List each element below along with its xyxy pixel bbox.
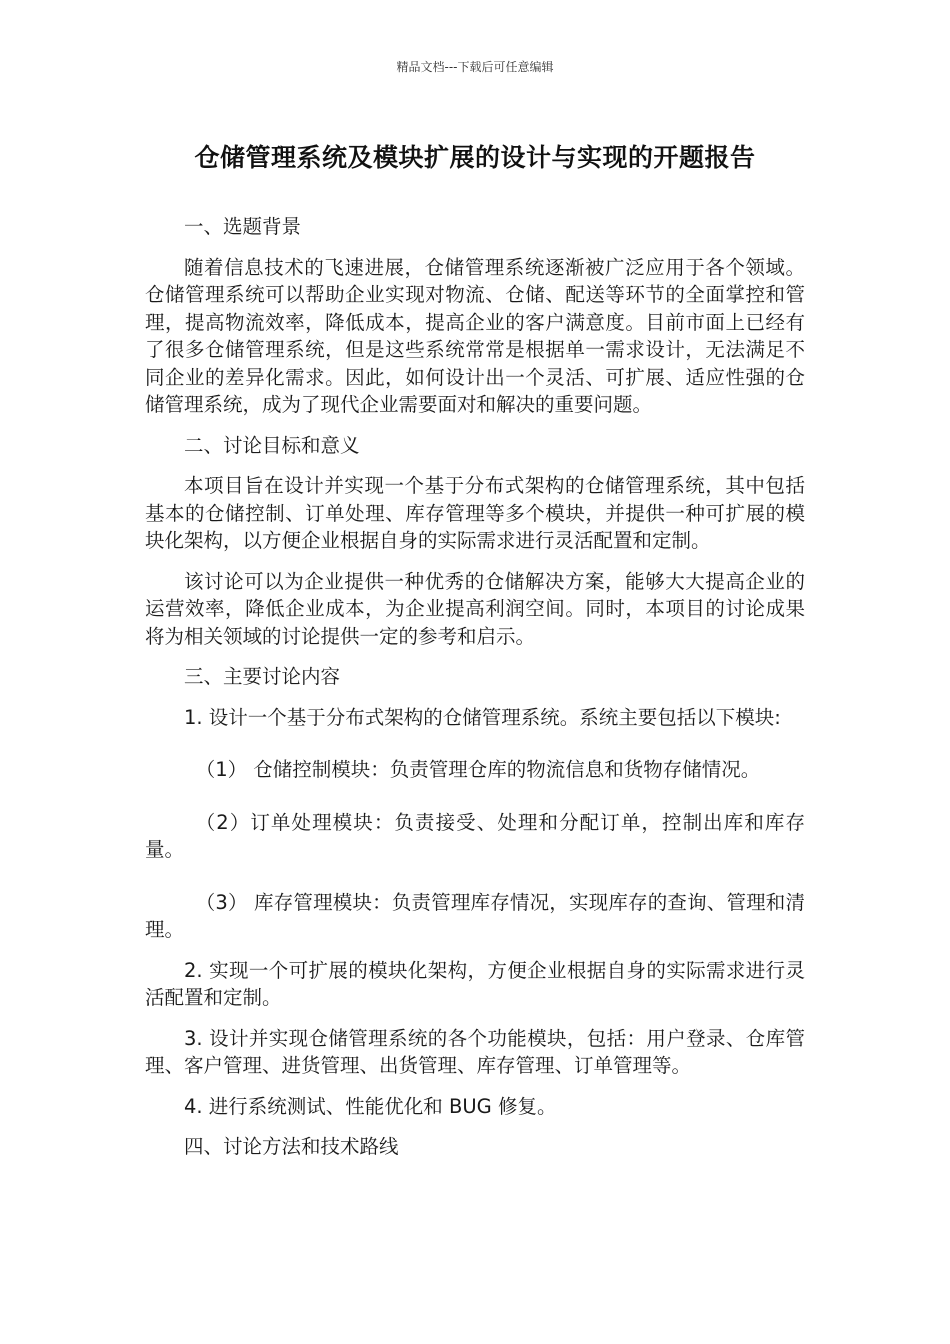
section-heading-4: 四、讨论方法和技术路线	[184, 1135, 399, 1158]
section-heading-2: 二、讨论目标和意义	[184, 433, 360, 457]
sub-list-item: （3） 库存管理模块：负责管理库存情况，实现库存的查询、管理和清理。	[145, 890, 805, 941]
list-item: 1. 设计一个基于分布式架构的仓储管理系统。系统主要包括以下模块:	[184, 705, 781, 729]
list-item: 4. 进行系统测试、性能优化和 BUG 修复。	[184, 1094, 557, 1118]
header-note: 精品文档---下载后可任意编辑	[396, 60, 554, 74]
sub-list-item: （1） 仓储控制模块：负责管理仓库的物流信息和货物存储情况。	[195, 758, 761, 781]
paragraph: 该讨论可以为企业提供一种优秀的仓储解决方案，能够大大提高企业的运营效率，降低企业成本，为企业提高利润空间。同时，本项目的讨论成果将为相关领域的讨论提供一定的参考和启示。	[145, 569, 805, 648]
document-body	[145, 213, 805, 1174]
document-title: 仓储管理系统及模块扩展的设计与实现的开题报告	[194, 143, 756, 172]
sub-list-item: （2）订单处理模块：负责接受、处理和分配订单，控制出库和库存量。	[145, 810, 805, 861]
paragraph: 本项目旨在设计并实现一个基于分布式架构的仓储管理系统，其中包括基本的仓储控制、订单处理、库存管理等多个模块，并提供一种可扩展的模块化架构，以方便企业根据自身的实际需求进行灵活配置和定制。	[145, 474, 805, 552]
list-item: 2. 实现一个可扩展的模块化架构，方便企业根据自身的实际需求进行灵活配置和定制。	[145, 958, 805, 1009]
section-heading-3: 三、主要讨论内容	[184, 665, 341, 688]
list-item: 3. 设计并实现仓储管理系统的各个功能模块，包括：用户登录、仓库管理、客户管理、进货管理、出货管理、库存管理、订单管理等。	[145, 1026, 805, 1077]
section-heading-1: 一、选题背景	[184, 215, 302, 238]
paragraph: 随着信息技术的飞速进展，仓储管理系统逐渐被广泛应用于各个领域。仓储管理系统可以帮助企业实现对物流、仓储、配送等环节的全面掌控和管理，提高物流效率，降低成本，提高企业的客户满意度。目前市面上已经有了很多仓储管理系统，但是这些系统常常是根据单一需求设计，无法满足不同企业的差异化需求。因此，如何设计出一个灵活、可扩展、适应性强的仓储管理系统，成为了现代企业需要面对和解决的重要问题。	[145, 255, 805, 416]
